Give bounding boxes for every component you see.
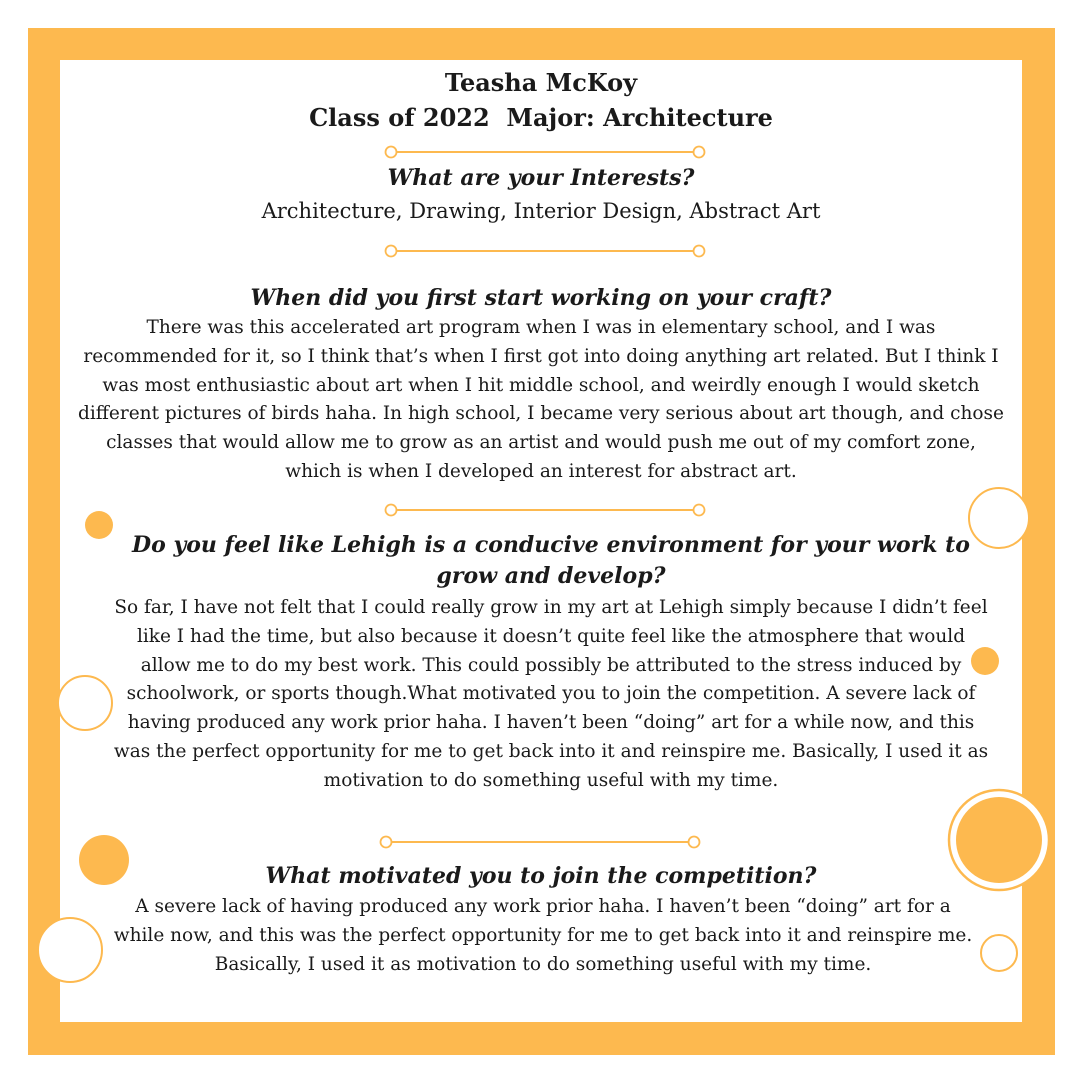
divider-line	[384, 502, 708, 518]
question-craft-start: When did you first start working on your craft?	[250, 285, 832, 311]
outline-circle-right-bottom	[981, 935, 1017, 971]
divider-line	[379, 834, 703, 850]
question-lehigh-environment: Do you feel like Lehigh is a conducive environment for your work to grow and develop?	[132, 532, 970, 589]
filled-circle-left-top	[85, 511, 113, 539]
divider-line	[384, 144, 708, 160]
class-and-major: Class of 2022 Major: Architecture	[309, 103, 773, 132]
question-competition-motivation: What motivated you to join the competition?	[265, 863, 817, 889]
question-interests: What are your Interests?	[387, 165, 695, 191]
outline-circle-left-mid	[58, 676, 112, 730]
answer-interests: Architecture, Drawing, Interior Design, Abstract Art	[261, 199, 821, 223]
answer-competition-motivation: A severe lack of having produced any work prior haha. I haven’t been “doing” art for a while now, and this was the perfect opportunity for me to get back into it and reinspire me. Basically, I used it as motivation to do something useful with my time.	[113, 896, 973, 975]
divider-line	[384, 243, 708, 259]
outline-circle-right-top	[969, 488, 1029, 548]
answer-craft-start: There was this accelerated art program when I was in elementary school, and I was recommended for it, so I think that’s when I first got into doing anything art related. But I think I was most enthusiastic about art when I hit middle school, and weirdly enough I would sketch different pictures of birds haha. In high school, I became very serious about art though, and chose classes that would allow me to grow as an artist and would push me out of my comfort zone, which is when I developed an interest for abstract art.	[78, 317, 1004, 482]
outline-circle-left-bottom	[38, 918, 102, 982]
student-name: Teasha McKoy	[444, 68, 638, 97]
answer-lehigh-environment: So far, I have not felt that I could really grow in my art at Lehigh simply because I didn’t feel like I had the time, but also because it doesn’t quite feel like the atmosphere that would allow me to do my best work. This could possibly be attributed to the stress induced by schoolwork, or sports though.What motivated you to join the competition. A severe lack of having produced any work prior haha. I haven’t been “doing” art for a while now, and this was the perfect opportunity for me to get back into it and reinspire me. Basically, I used it as motivation to do something useful with my time.	[113, 597, 989, 791]
